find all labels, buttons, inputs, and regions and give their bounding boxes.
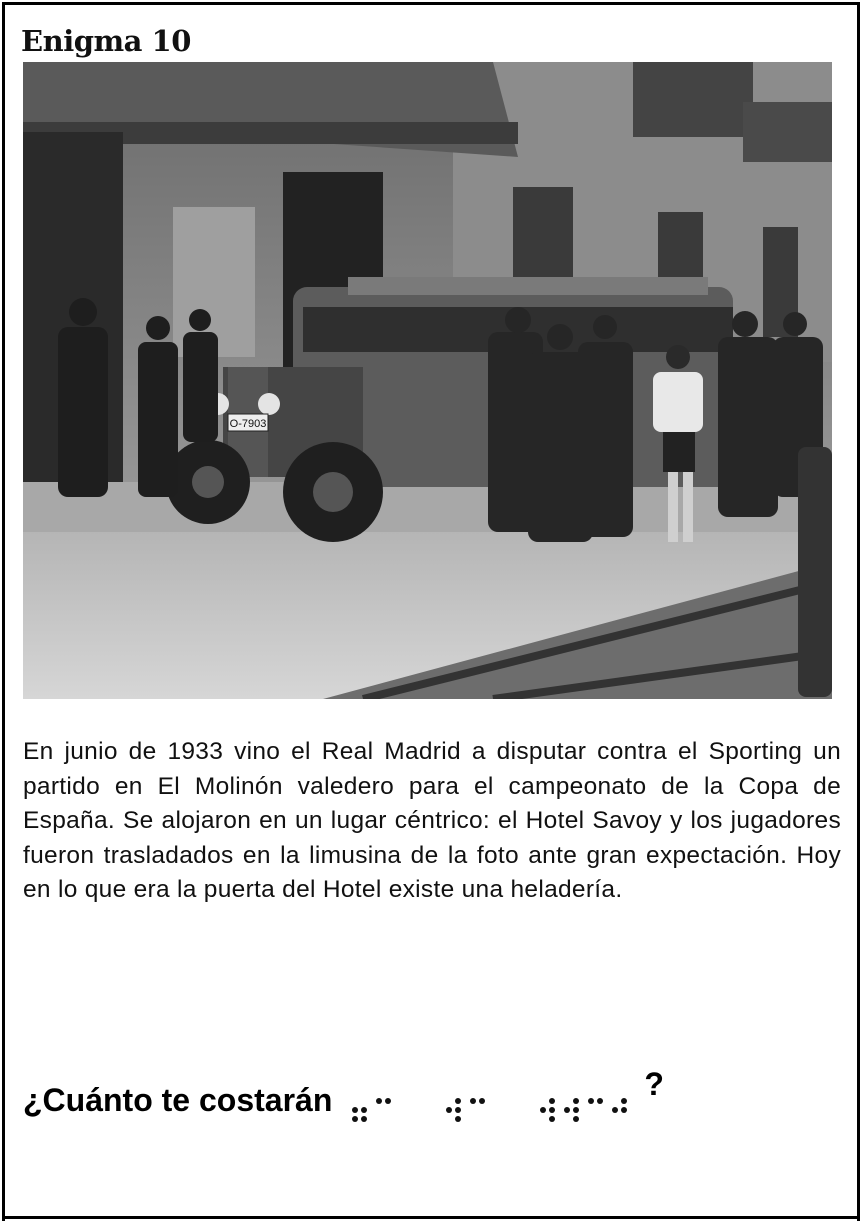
riddle-question bbox=[23, 1066, 664, 1142]
license-plate: O-7903 bbox=[229, 418, 267, 430]
question-prefix: ¿Cuánto te costarán bbox=[23, 1082, 333, 1118]
braille-cell bbox=[564, 1098, 582, 1125]
braille-dot bbox=[564, 1116, 570, 1122]
braille-dot bbox=[597, 1098, 603, 1104]
braille-dot bbox=[385, 1116, 391, 1122]
bottom-rule bbox=[2, 1216, 860, 1219]
historic-photo bbox=[23, 62, 832, 699]
braille-dot bbox=[621, 1098, 627, 1104]
braille-dot bbox=[361, 1107, 367, 1113]
braille-cell bbox=[588, 1098, 606, 1125]
braille-dot bbox=[479, 1098, 485, 1104]
braille-dot bbox=[540, 1098, 546, 1104]
braille-dot bbox=[564, 1107, 570, 1113]
braille-dot bbox=[470, 1116, 476, 1122]
braille-dot bbox=[588, 1098, 594, 1104]
braille-answer bbox=[352, 1098, 636, 1125]
braille-dot bbox=[621, 1116, 627, 1122]
braille-dot bbox=[573, 1107, 579, 1113]
braille-dot bbox=[479, 1116, 485, 1122]
braille-dot bbox=[540, 1107, 546, 1113]
braille-dot bbox=[479, 1107, 485, 1113]
braille-dot bbox=[470, 1098, 476, 1104]
question-suffix: ? bbox=[644, 1066, 664, 1102]
braille-dot bbox=[376, 1107, 382, 1113]
braille-dot bbox=[361, 1098, 367, 1104]
braille-cell bbox=[446, 1098, 464, 1125]
braille-dot bbox=[455, 1116, 461, 1122]
braille-dot bbox=[352, 1098, 358, 1104]
braille-cell bbox=[470, 1098, 488, 1125]
braille-dot bbox=[549, 1107, 555, 1113]
braille-dot bbox=[376, 1098, 382, 1104]
braille-dot bbox=[612, 1116, 618, 1122]
page-title: Enigma 10 bbox=[21, 24, 191, 58]
braille-cell bbox=[376, 1098, 394, 1125]
braille-dot bbox=[549, 1116, 555, 1122]
body-paragraph: En junio de 1933 vino el Real Madrid a disputar contra el Sporting un partido en El Molinón valedero para el campeonato de la Copa de España. Se alojaron en un lugar céntrico: el Hotel Savoy y los jugadores fueron trasladados en la limusina de la foto ante gran expectación. Hoy en lo que era la puerta del Hotel existe una heladería. bbox=[23, 738, 841, 903]
braille-dot bbox=[597, 1107, 603, 1113]
braille-dot bbox=[470, 1107, 476, 1113]
braille-dot bbox=[597, 1116, 603, 1122]
braille-dot bbox=[446, 1107, 452, 1113]
braille-dot bbox=[352, 1107, 358, 1113]
braille-dot bbox=[588, 1107, 594, 1113]
braille-dot bbox=[455, 1098, 461, 1104]
braille-dot bbox=[540, 1116, 546, 1122]
braille-dot bbox=[352, 1116, 358, 1122]
braille-cell bbox=[540, 1098, 558, 1125]
braille-dot bbox=[612, 1107, 618, 1113]
braille-dot bbox=[361, 1116, 367, 1122]
braille-dot bbox=[455, 1107, 461, 1113]
braille-dot bbox=[573, 1098, 579, 1104]
braille-dot bbox=[564, 1098, 570, 1104]
braille-dot bbox=[549, 1098, 555, 1104]
braille-cell bbox=[352, 1098, 370, 1125]
braille-dot bbox=[446, 1098, 452, 1104]
braille-dot bbox=[588, 1116, 594, 1122]
braille-dot bbox=[385, 1107, 391, 1113]
braille-dot bbox=[385, 1098, 391, 1104]
braille-dot bbox=[376, 1116, 382, 1122]
braille-dot bbox=[446, 1116, 452, 1122]
braille-dot bbox=[621, 1107, 627, 1113]
braille-dot bbox=[612, 1098, 618, 1104]
braille-cell bbox=[612, 1098, 630, 1125]
braille-dot bbox=[573, 1116, 579, 1122]
photo-illustration bbox=[23, 62, 832, 699]
